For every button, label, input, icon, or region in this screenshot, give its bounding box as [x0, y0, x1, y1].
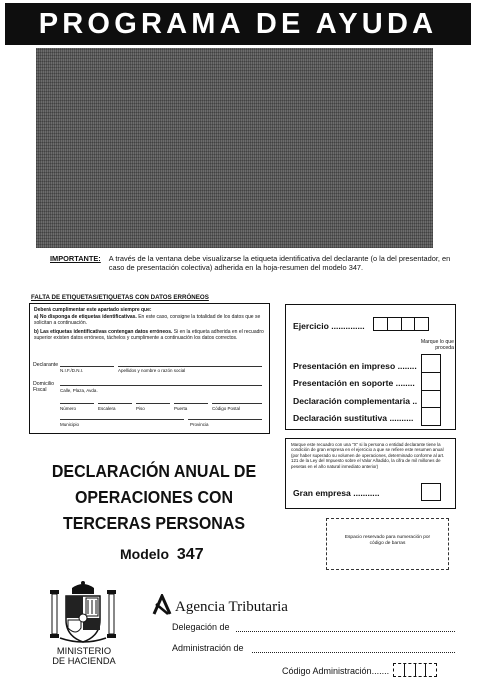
- falta-item-b-bold: b) Las etiquetas identificativas contengan datos erróneos.: [34, 329, 173, 335]
- administracion-label: Administración de: [172, 643, 244, 653]
- administracion-field[interactable]: [252, 652, 455, 653]
- important-note: [50, 254, 460, 272]
- important-label: IMPORTANTE:: [50, 254, 101, 263]
- ministerio-line-1: MINISTERIO: [56, 646, 112, 656]
- page-title: PROGRAMA DE AYUDA: [5, 3, 471, 45]
- nombre-label: Apellidos y nombre o razón social: [118, 368, 186, 373]
- envelope-window: [36, 48, 433, 248]
- provincia-field[interactable]: [188, 419, 262, 420]
- row-complementaria-label: Declaración complementaria ..: [293, 396, 418, 406]
- agencia-logo-icon: [152, 594, 172, 616]
- gran-empresa-label: Gran empresa ...........: [293, 488, 380, 498]
- delegacion-label: Delegación de: [172, 622, 230, 632]
- checkbox-gran-empresa[interactable]: [421, 483, 441, 501]
- nif-label: N.I.F./D.N.I.: [60, 368, 84, 373]
- piso-field[interactable]: [136, 403, 170, 404]
- falta-item-a-bold: a) No disponga de etiquetas identificativas.: [34, 314, 137, 320]
- falta-intro: Deberá cumplimentar este apartado siempre que:: [34, 307, 152, 313]
- checkbox-impreso[interactable]: [422, 355, 440, 373]
- ejercicio-input[interactable]: [373, 317, 429, 331]
- puerta-field[interactable]: [174, 403, 208, 404]
- ejercicio-label: Ejercicio ..............: [293, 321, 365, 331]
- barcode-area: [326, 518, 449, 570]
- nombre-field[interactable]: [118, 366, 262, 367]
- piso-label: Piso: [136, 406, 145, 411]
- title-line-1: DECLARACIÓN ANUAL DE: [51, 461, 257, 481]
- municipio-field[interactable]: [60, 419, 184, 420]
- falta-item-b-text: Si en la etiqueta adherida en el recuadro superior existen datos erróneos, táchelos y cumplimente a continuación los datos correctos.: [34, 329, 264, 342]
- escalera-label: Escalera: [98, 406, 116, 411]
- ministerio-line-2: DE HACIENDA: [52, 656, 116, 666]
- numero-label: Número: [60, 406, 77, 411]
- delegacion-field[interactable]: [236, 631, 455, 632]
- checkbox-soporte[interactable]: [422, 373, 440, 391]
- falta-item-b: [34, 329, 266, 341]
- modelo-label: [120, 546, 204, 564]
- row-impreso-label: Presentación en impreso ........: [293, 361, 417, 371]
- checkbox-column: [421, 354, 441, 426]
- checkbox-complementaria[interactable]: [422, 391, 440, 408]
- row-sustitutiva-label: Declaración sustitutiva ..........: [293, 413, 414, 423]
- important-text: A través de la ventana debe visualizarse la etiqueta identificativa del declarante (o la del presentador, en caso de presentación colectiva) adherida en la hoja-resumen del modelo 347.: [108, 254, 451, 272]
- domicilio-label: Domicilio Fiscal: [33, 381, 55, 393]
- gran-empresa-note: Marque este recuadro con una "X" si la persona o entidad declarante tiene la condición de gran empresa en el ejercicio a que se refiere este resumen anual (por haber superado su volumen de operaciones, determinado conforme al art. 121 de la Ley del Impuesto sobre el Valor Añadido, la cifra de mil millones de pesetas en el año natural inmediato anterior): [291, 442, 445, 469]
- title-line-3: TERCERAS PERSONAS: [62, 513, 246, 533]
- presentation-box: [285, 304, 456, 430]
- calle-label: Calle, Plaza, Avda.: [60, 388, 98, 393]
- ministerio-text: [44, 646, 124, 666]
- form-title: [37, 458, 271, 536]
- barcode-text: Espacio reservado para numeración por código de barras: [344, 535, 431, 546]
- falta-title: FALTA DE ETIQUETAS/ETIQUETAS CON DATOS ERRÓNEOS: [31, 294, 209, 301]
- marque-label: Marque lo que proceda: [420, 339, 454, 351]
- agencia-name: Agencia Tributaria: [175, 599, 288, 615]
- gran-empresa-section: [285, 438, 456, 509]
- calle-field[interactable]: [60, 385, 262, 386]
- row-soporte-label: Presentación en soporte ........: [293, 378, 415, 388]
- modelo-word: Modelo: [120, 546, 169, 562]
- checkbox-sustitutiva[interactable]: [422, 408, 440, 425]
- falta-section: [29, 303, 270, 434]
- codigo-label: Código Administración.......: [282, 666, 390, 676]
- escalera-field[interactable]: [98, 403, 132, 404]
- declarante-label: Declarante: [33, 362, 59, 368]
- municipio-label: Municipio: [60, 422, 80, 427]
- provincia-label: Provincia: [190, 422, 209, 427]
- cp-label: Código Postal: [212, 406, 241, 411]
- codigo-input[interactable]: [393, 663, 437, 677]
- puerta-label: Puerta: [174, 406, 188, 411]
- coat-of-arms-icon: [46, 580, 120, 646]
- modelo-number: 347: [176, 546, 204, 563]
- title-line-2: OPERACIONES CON: [74, 487, 234, 507]
- falta-item-a: [34, 314, 266, 326]
- falta-item-a-text: En este caso, consigne la totalidad de los datos que se solicitan a continuación.: [34, 314, 261, 327]
- nif-field[interactable]: [60, 366, 114, 367]
- cp-field[interactable]: [212, 403, 262, 404]
- numero-field[interactable]: [60, 403, 94, 404]
